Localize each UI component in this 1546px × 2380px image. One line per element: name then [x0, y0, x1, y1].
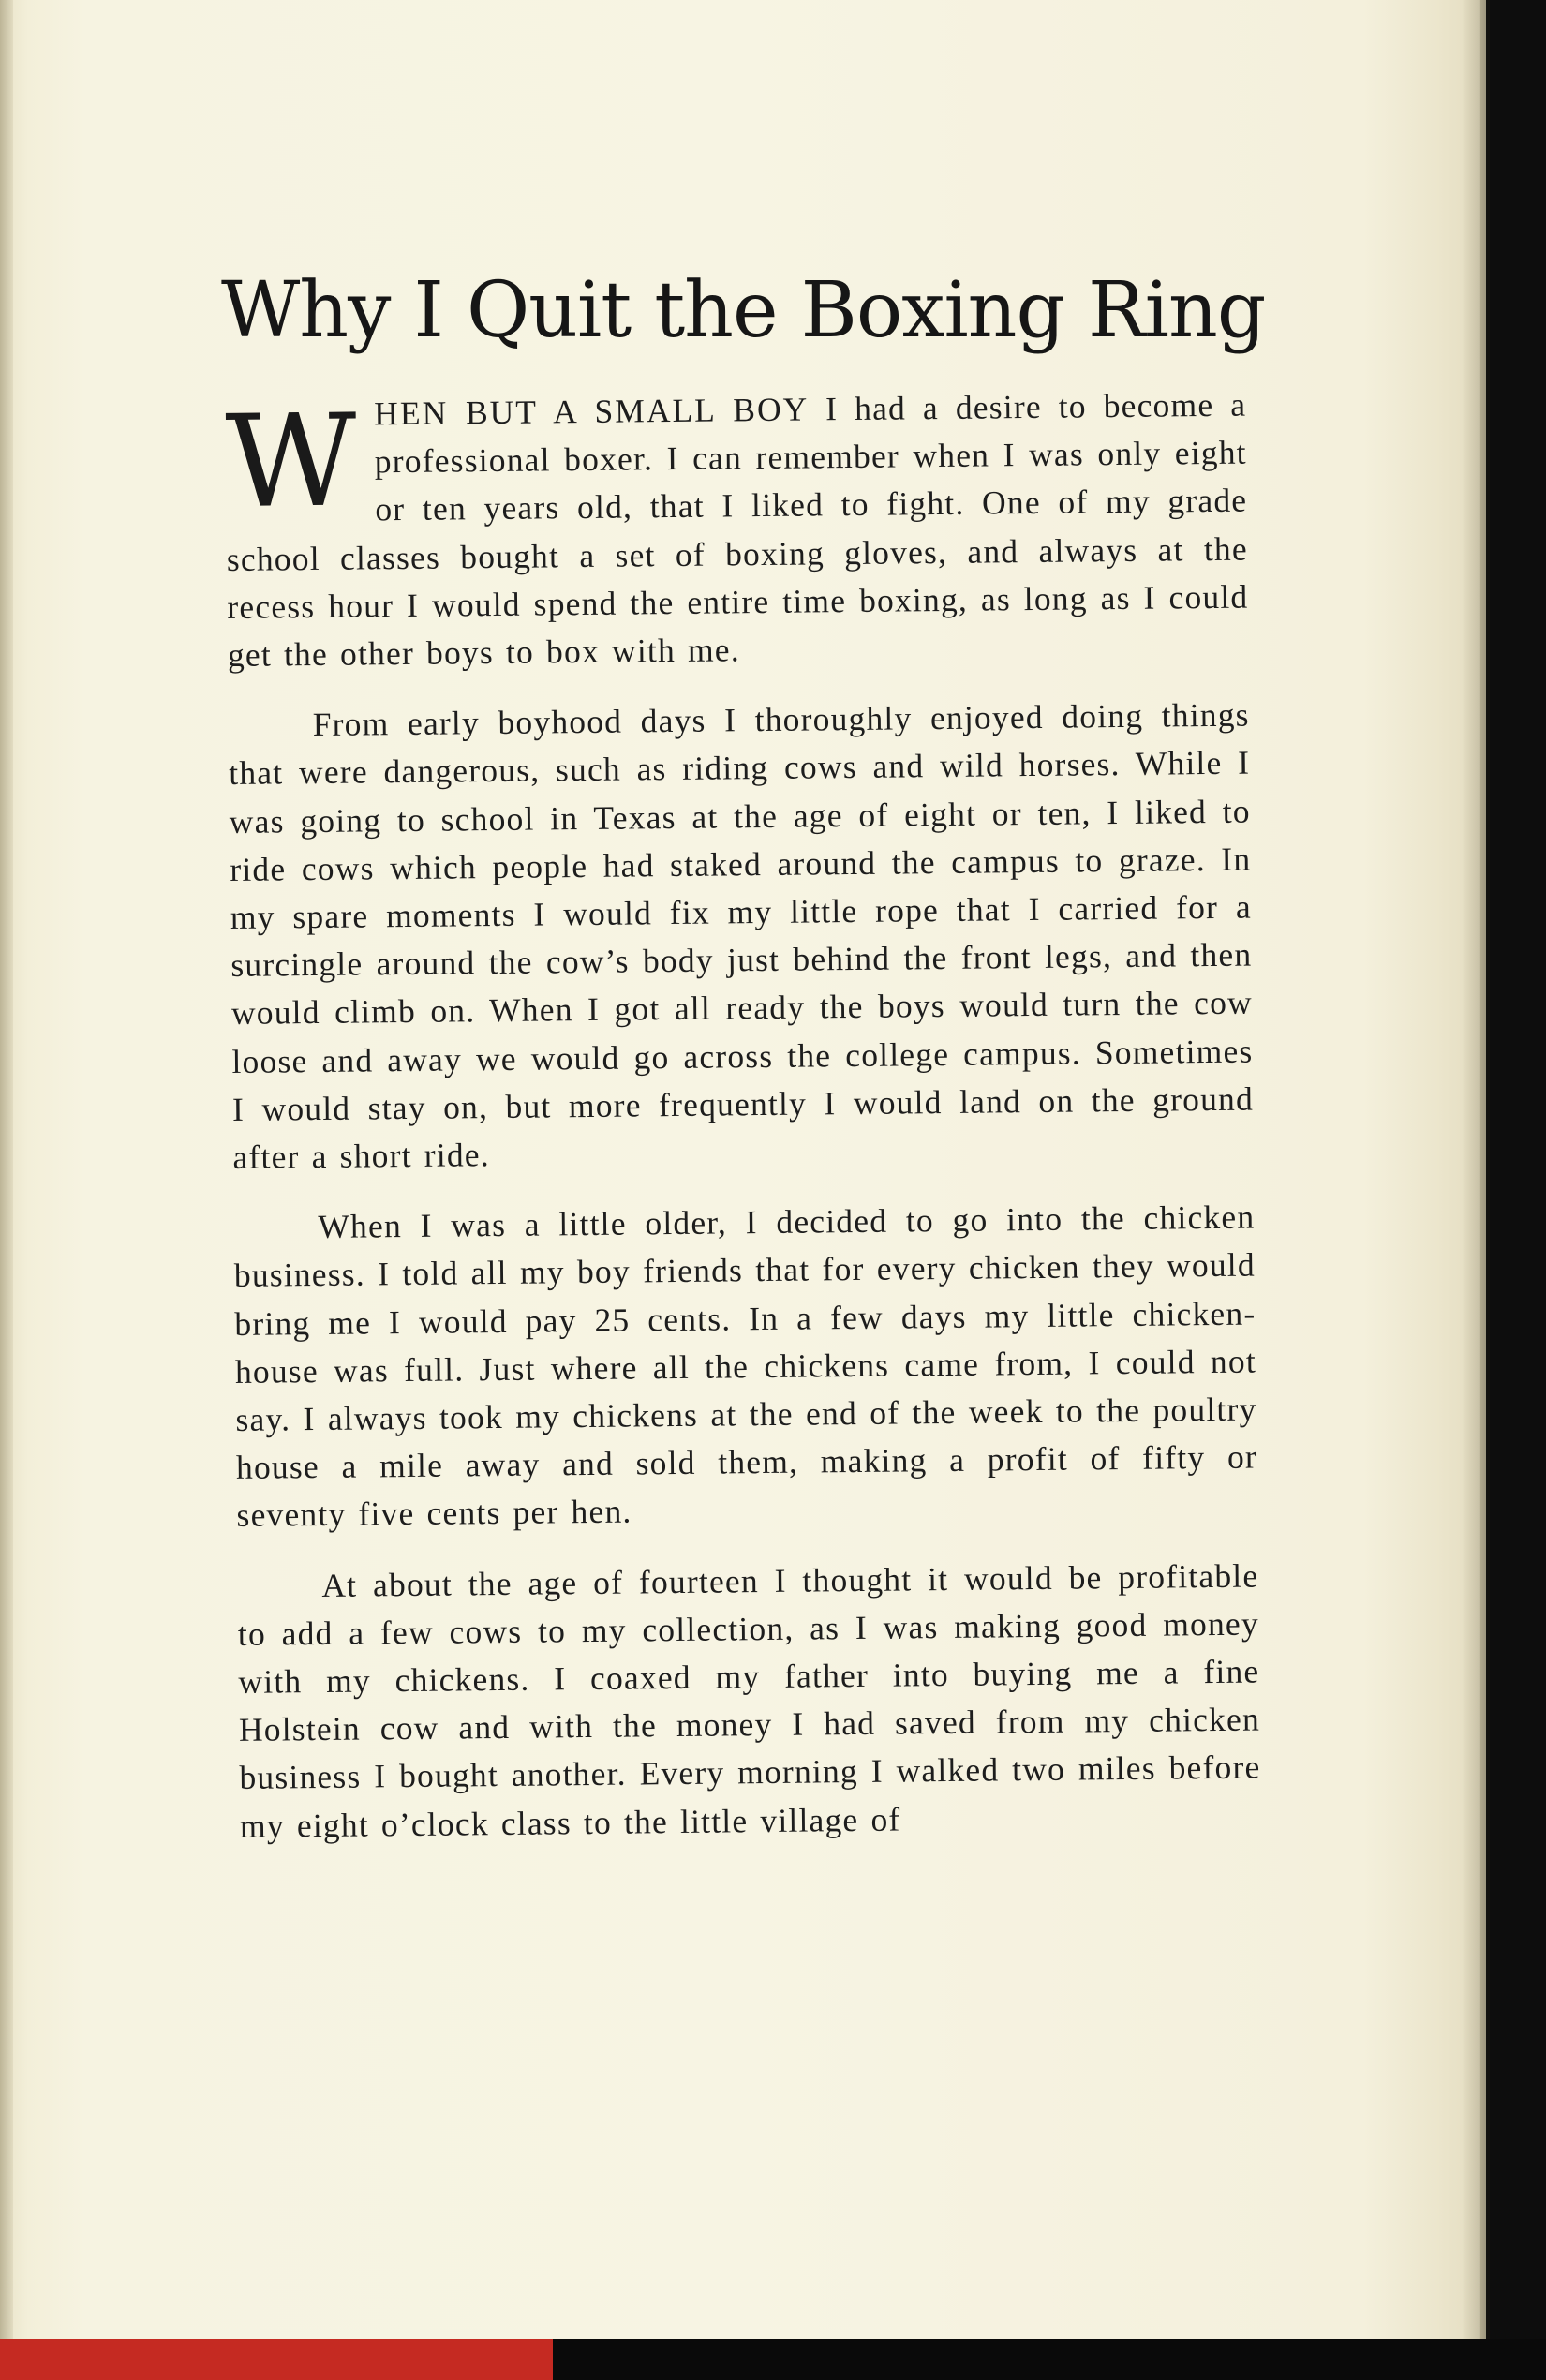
page-gutter [0, 0, 13, 2380]
scanner-background [553, 2339, 1546, 2380]
lead-in-caps: HEN BUT A SMALL BOY [374, 390, 810, 433]
article-body [225, 381, 1261, 1873]
page-edge-shadow [1462, 0, 1490, 2380]
paragraph-3: When I was a little older, I decided to go into the chicken business. I told all my boy friends that for every chicken they would bring me I would pay 25 cents. In a few days my little chicken-house was full. Just where all the chickens came from, I could not say. I always took my chickens at the end of the week to the poultry house a mile away and sold them, making a profit of fifty or seventy five cents per hen. [233, 1197, 1258, 1535]
drop-cap: W [224, 387, 359, 537]
paragraph-1-text: I had a desire to become a professional boxer. I can remember when I was only eight or ten years old, that I liked to fight. One of my grade school classes bought a set of boxing gloves, and always at the recess hour I would spend the entire time boxing, as long as I could get the other boys to box with me. [226, 385, 1249, 674]
article-title: Why I Quit the Boxing Ring [221, 266, 1266, 355]
paragraph-2: From early boyhood days I thoroughly enjoyed doing things that were dangerous, such as riding cows and wild horses. While I was going to school in Texas at the age of eight or ten, I liked to ride cows which people had staked around the campus to graze. In my spare moments I would fix my little rope that I carried for a surcingle around the cow’s body just behind the front legs, and then would climb on. When I got all ready the boys would turn the cow loose and away we would go across the college campus. Sometimes I would stay on, but more frequently I would land on the ground after a short ride. [229, 695, 1255, 1177]
paragraph-1 [225, 381, 1249, 680]
cover-edge-red [0, 2339, 553, 2380]
paragraph-4: At about the age of fourteen I thought it would be profitable to add a few cows to my collection, as I was making good money with my chickens. I coaxed my father into buying me a fine Holstein cow and with the money I had saved from my chicken business I bought another. Every morning I walked two miles before my eight o’clock class to the little village of [237, 1556, 1261, 1845]
